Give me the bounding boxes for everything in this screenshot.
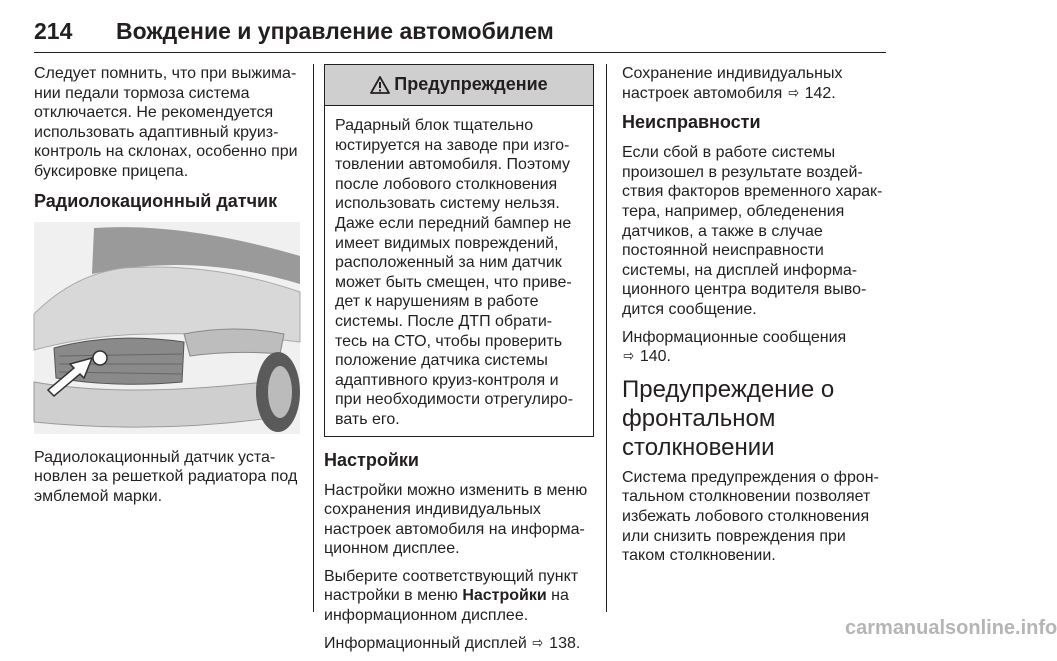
info-messages-reference: Информационные сообщения ⇨ 140. xyxy=(622,328,847,366)
forward-collision-alert-title: Предупреждение о фронтальном столкновении xyxy=(622,375,835,461)
info-display-reference: Информационный дисплей ⇨ 138. xyxy=(324,634,581,652)
settings-menu-paragraph: Выберите соответствующий пункт настройки в меню Настройки на информационном дисплее. xyxy=(324,567,579,625)
radar-sensor-heading: Радиолокационный датчик xyxy=(34,190,278,211)
radar-sensor-caption: Радиолокационный датчик уста- новлен за решеткой радиатора под эмблемой марки. xyxy=(34,448,298,505)
warning-triangle-icon xyxy=(370,76,390,94)
intro-paragraph: Следует помнить, что при выжима- нии педали тормоза система отключается. Не рекомендуется использовать адаптивный круиз- контроль на склонах, особенно при буксировке прицепа. xyxy=(34,65,298,180)
column-divider xyxy=(313,64,314,612)
column-3 xyxy=(622,64,892,574)
faults-heading: Неисправности xyxy=(622,112,761,133)
warning-title: Предупреждение xyxy=(394,74,548,95)
page-header xyxy=(34,14,886,53)
column-divider xyxy=(606,64,607,612)
car-front-radar-photo xyxy=(34,222,300,434)
forward-collision-alert-paragraph: Система предупреждения о фрон- тальном столкновении позволяет избежать лобового столкновения или снизить повреждения при таком столкновении. xyxy=(622,468,879,565)
column-1 xyxy=(34,64,302,514)
settings-paragraph: Настройки можно изменить в меню сохранения индивидуальных настроек автомобиля на информа- ционном дисплее. xyxy=(324,481,588,558)
cross-reference-arrow-icon: ⇨ xyxy=(532,634,544,652)
cross-reference-arrow-icon: ⇨ xyxy=(788,84,799,102)
settings-heading: Настройки xyxy=(324,449,419,470)
page-number: 214 xyxy=(34,18,73,44)
settings-menu-name: Настройки xyxy=(462,587,547,605)
column-2 xyxy=(324,64,594,661)
personal-settings-reference: Сохранение индивидуальных настроек автомобиля ⇨ 142. xyxy=(622,65,843,102)
chapter-title: Вождение и управление автомобилем xyxy=(116,18,554,44)
warning-box xyxy=(324,64,594,437)
warning-text: Радарный блок тщательно юстируется на заводе при изго- товлении автомобиля. Поэтому после лобового столкновения использовать систему нельзя. Даже если передний бампер не имеет видимых повреждений, расположенный за ним датчик может быть смещен, что приве- дет к нарушениям в работе системы. После ДТП обрати- тесь на СТО, чтобы проверить положение датчика системы адаптивного круиз-контроля и при необходимости отрегулиро- вать его. xyxy=(335,117,574,428)
cross-reference-arrow-icon: ⇨ xyxy=(623,348,635,366)
warning-header xyxy=(325,65,593,106)
faults-paragraph: Если сбой в работе системы произошел в результате воздей- ствия факторов временного харак- тера, например, обледенения датчиков, а также в случае постоянной неисправности системы, на дисплей информа- ционного центра водителя выво- дится сообщение. xyxy=(622,144,883,318)
watermark: carmanualsonline.info xyxy=(845,617,1057,639)
